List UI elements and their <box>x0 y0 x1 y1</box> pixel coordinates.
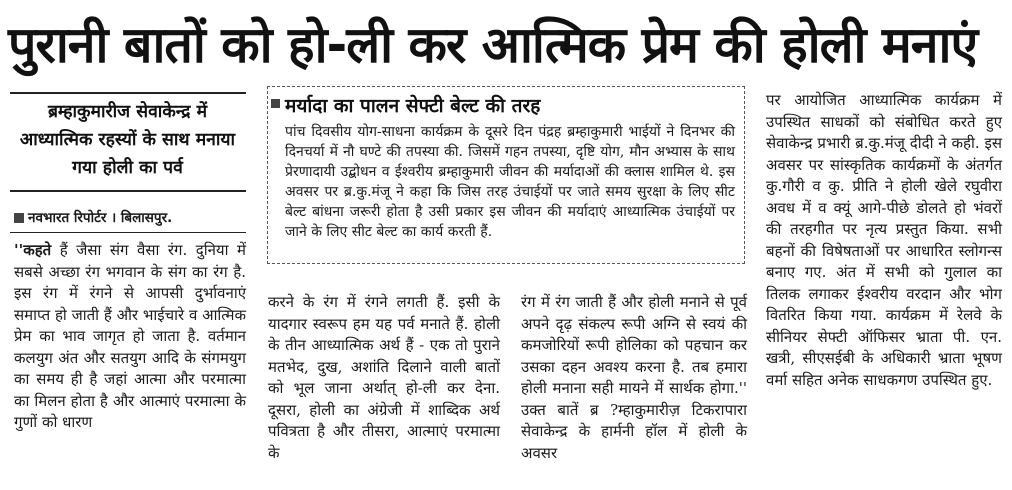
column-1 <box>14 240 246 434</box>
column-4: पर आयोजित आध्यात्मिक कार्यक्रम में उपस्थित साधकों को संबोधित करते हुए सेवाकेन्द्र प्रभारी ब्र.कु.मंजू दीदी ने कही. इस अवसर पर सांस्कृतिक कार्यक्रमों के अंतर्गत कु.गौरी व कु. प्रीति ने होली खेले रघुवीरा अवध में व क्यूं आगे-पीछे डोलते हो भंवरों की तरहगीत पर नृत्य प्रस्तुत किया. सभी बहनों की विषेषताओं पर आधारित स्लोगन्स बनाए गए. अंत में सभी को गुलाल का तिलक लगाकर ईश्वरीय वरदान और भोग वितरित किया गया. कार्यक्रम में रेलवे के सीनियर सेफ्टी ऑफिसर भ्राता पी. एन. खत्री, सीएसईबी के अधिकारी भ्राता भूषण वर्मा सहित अनेक साधकगण उपस्थित हुए. <box>766 91 1002 389</box>
sidebar-box-title: मर्यादा का पालन सेफ्टी बेल्ट की तरह <box>285 95 541 117</box>
column-3: रंग में रंग जाती हैं और होली मनाने से पूर्व अपने दृढ़ संकल्प रूपी अग्नि से स्वयं की कमजोरियों रूपी होलिका को पहचान कर उसका दहन अवश्य करना है. तब हमारा होली मनाना सही मायने में सार्थक होगा.'' उक्त बातें ब्र ?म्हाकुमारीज़ टिकरापारा सेवाकेन्द्र के हार्मनी हॉल में होली के अवसर <box>521 293 747 462</box>
column-2: करने के रंग में रंगने लगती हैं. इसी के यादगार स्वरूप हम यह पर्व मनाते हैं. होली के तीन आध्यात्मिक अर्थ हैं - एक तो पुराने मतभेद, दुख, अशांति दिलाने वाली बातों को भूल जाना अर्थात् हो-ली कर देना. दूसरा, होली का अंग्रेजी में शाब्दिक अर्थ पवित्रता है और तीसरा, आत्माएं परमात्मा के <box>268 293 500 462</box>
article-headline: पुरानी बातों को हो-ली कर आत्मिक प्रेम की होली मनाएं <box>8 16 978 74</box>
byline-text: नवभारत रिपोर्टर । बिलासपुर. <box>28 210 173 226</box>
subhead-bottom-rule <box>10 190 246 192</box>
box-title-square-icon <box>271 99 280 108</box>
byline-square-icon <box>14 213 24 223</box>
opening-quote: '' <box>14 241 24 259</box>
byline <box>14 208 246 228</box>
lead-word: कहते <box>23 241 52 259</box>
subhead-top-rule <box>10 92 246 94</box>
article-subhead: ब्रम्हाकुमारीज सेवाकेन्द्र में आध्यात्मिक रहस्यों के साथ मनाया गया होली का पर्व <box>19 102 236 178</box>
byline-rule <box>10 232 246 233</box>
column-1-text: हैं जैसा संग वैसा रंग. दुनिया में सबसे अच्छा रंग भगवान के संग का रंग है. इस रंग में रंगने से आपसी दुर्भावनाएं समाप्त हो जाती हैं और भाईचारे व आत्मिक प्रेम का भाव जागृत हो जाता है. वर्तमान कलयुग अंत और सतयुग आदि के संगमयुग का समय ही है जहां आत्मा और परमात्मा का मिलन होता है और आत्माएं परमात्मा के गुणों को धारण <box>14 241 246 431</box>
sidebar-box-body: पांच दिवसीय योग-साधना कार्यक्रम के दूसरे दिन पंद्रह ब्रम्हाकुमारी भाईयों ने दिनभर की दिनचर्या में नौ घण्टे की तपस्या की. जिसमें गहन तपस्या, दृष्टि योग, मौन अभ्यास के साथ प्रेरणादायी उद्बोधन व ईश्वरीय ब्रम्हाकुमारी जीवन की मर्यादाओं की क्लास शामिल थे. इस अवसर पर ब्र.कु.मंजू ने कहा कि जिस तरह उंचाईयों पर जाते समय सुरक्षा के लिए सीट बेल्ट बांधना जरूरी होता है उसी प्रकार इस जीवन की मर्यादाएं आध्यात्मिक उंचाईयों पर जाने के लिए सीट बेल्ट का कार्य करती हैं. <box>285 124 735 240</box>
